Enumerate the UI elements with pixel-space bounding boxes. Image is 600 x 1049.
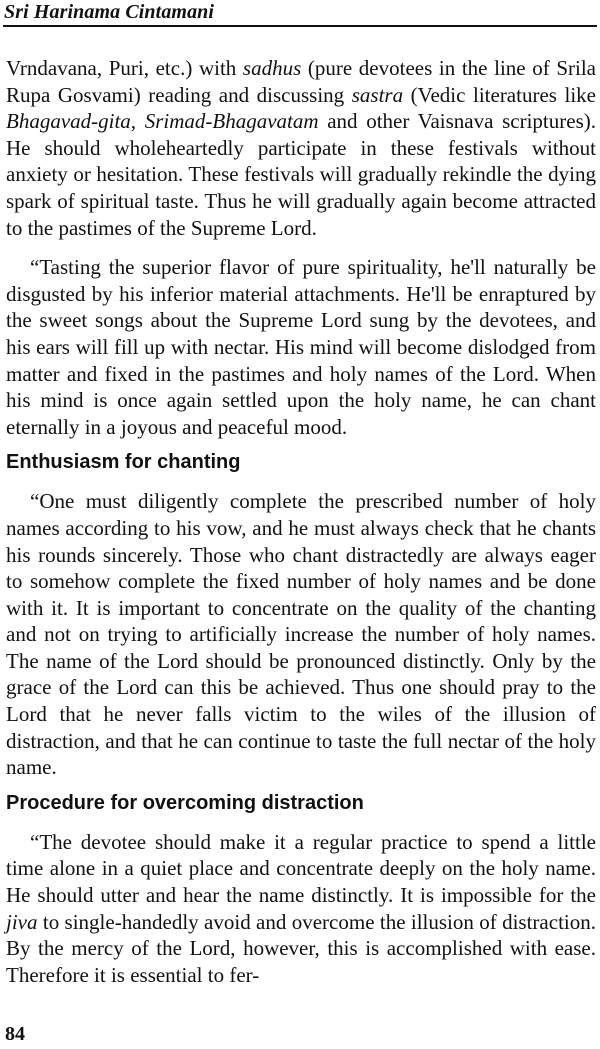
page-number: 84 xyxy=(5,1023,25,1045)
running-head: Sri Harinama Cintamani xyxy=(4,1,215,23)
paragraph: “The devotee should make it a regular practice to spend a little time alone in a quiet place and concentrate deeply on the holy name. He should utter and hear the name distinctly. It is impossible for the jiva to single-handedly avoid and overcome the illusion of distraction. By the mercy of the Lord, however, this is accomplished with ease. Therefore it is essential to fer- xyxy=(6,829,596,987)
paragraph: Vrndavana, Puri, etc.) with sadhus (pure devotees in the line of Srila Rupa Gosvami) reading and discussing sastra (Vedic literatures like Bhagavad-gita, Srimad-Bhagavatam and other Vaisnava scriptures). He should wholeheartedly participate in these festivals without anxiety or hesitation. These festivals will gradually rekindle the dying spark of spiritual taste. Thus he will gradually again become attracted to the pastimes of the Supreme Lord. xyxy=(6,56,597,240)
italic-term: Bhagavad-gita, Srimad-Bhagavatam xyxy=(6,109,319,134)
section-heading: Procedure for overcoming distraction xyxy=(6,791,364,814)
body-text xyxy=(6,55,596,988)
italic-term: sadhus xyxy=(242,56,302,80)
italic-term: sastra xyxy=(351,82,404,107)
italic-term: jiva xyxy=(6,909,38,934)
paragraph: “One must diligently complete the prescribed number of holy names according to his vow, and he must always check that he chants his rounds sincerely. Those who chant distractedly are always eager to somehow complete the fixed number of holy names and be done with it. It is important to concentrate on the quality of the chanting and not on trying to artificially increase the number of holy names. The name of the Lord should be pronounced distinctly. Only by the grace of the Lord can this be achieved. Thus one should pray to the Lord that he never falls victim to the wiles of the illusion of distraction, and that he can continue to taste the full nectar of the holy name. xyxy=(6,489,596,780)
header-rule xyxy=(3,25,597,27)
paragraph: “Tasting the superior flavor of pure spirituality, he'll naturally be disgusted by his inferior material attachments. He'll be enraptured by the sweet songs about the Supreme Lord sung by the devotees, and his ears will fill up with nectar. His mind will become dislodged from matter and fixed in the pastimes and holy names of the Lord. When his mind is once again settled upon the holy name, he can chant eternally in a joyous and peaceful mood. xyxy=(6,255,596,439)
section-heading: Enthusiasm for chanting xyxy=(6,451,241,474)
